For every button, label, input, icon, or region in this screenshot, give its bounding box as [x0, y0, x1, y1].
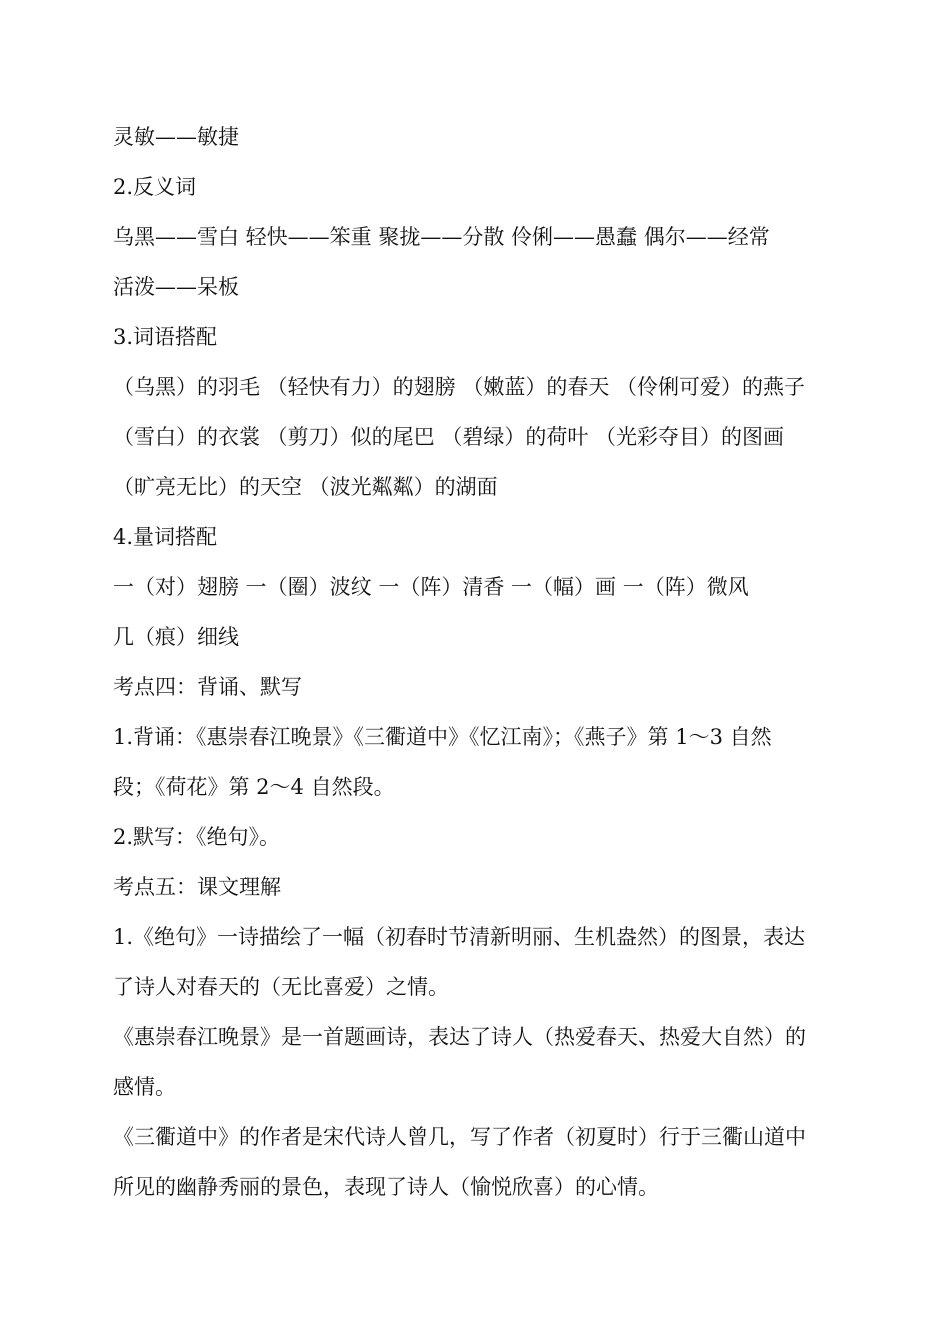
paragraph-text: 1.背诵：《惠崇春江晚景》《三衢道中》《忆江南》；《燕子》第 1～3 自然 [113, 725, 772, 749]
paragraph-text: 2.默写：《绝句》。 [113, 825, 281, 849]
exam-point-heading: 考点四：背诵、默写 [113, 675, 302, 699]
document-page [113, 112, 853, 1212]
paragraph-text: 《三衢道中》的作者是宋代诗人曾几，写了作者（初夏时）行于三衢山道中 [113, 1125, 806, 1149]
exam-point-heading: 考点五：课文理解 [113, 875, 281, 899]
collocation-list: （雪白）的衣裳 （剪刀）似的尾巴 （碧绿）的荷叶 （光彩夺目）的图画 [113, 425, 785, 449]
collocation-list: （旷亮无比）的天空 （波光粼粼）的湖面 [113, 475, 498, 499]
synonym-pair: 灵敏——敏捷 [113, 125, 239, 149]
antonym-list: 乌黑——雪白 轻快——笨重 聚拢——分散 伶俐——愚蠢 偶尔——经常 [113, 225, 770, 249]
antonym-list: 活泼——呆板 [113, 275, 239, 299]
paragraph-text: 段；《荷花》第 2～4 自然段。 [113, 775, 395, 799]
measure-word-list: 一（对）翅膀 一（圈）波纹 一（阵）清香 一（幅）画 一（阵）微风 [113, 575, 749, 599]
paragraph-text: 感情。 [113, 1075, 176, 1099]
paragraph-text: 《惠崇春江晚景》是一首题画诗，表达了诗人（热爱春天、热爱大自然）的 [113, 1025, 806, 1049]
paragraph-text: 1.《绝句》一诗描绘了一幅（初春时节清新明丽、生机盎然）的图景，表达 [113, 925, 806, 949]
paragraph-text: 所见的幽静秀丽的景色，表现了诗人（愉悦欣喜）的心情。 [113, 1175, 659, 1199]
section-heading-antonyms: 2.反义词 [113, 175, 197, 199]
paragraph-text: 了诗人对春天的（无比喜爱）之情。 [113, 975, 449, 999]
collocation-list: （乌黑）的羽毛 （轻快有力）的翅膀 （嫩蓝）的春天 （伶俐可爱）的燕子 [113, 375, 806, 399]
section-heading-collocation: 3.词语搭配 [113, 325, 218, 349]
section-heading-measure-words: 4.量词搭配 [113, 525, 218, 549]
measure-word-list: 几（痕）细线 [113, 625, 239, 649]
